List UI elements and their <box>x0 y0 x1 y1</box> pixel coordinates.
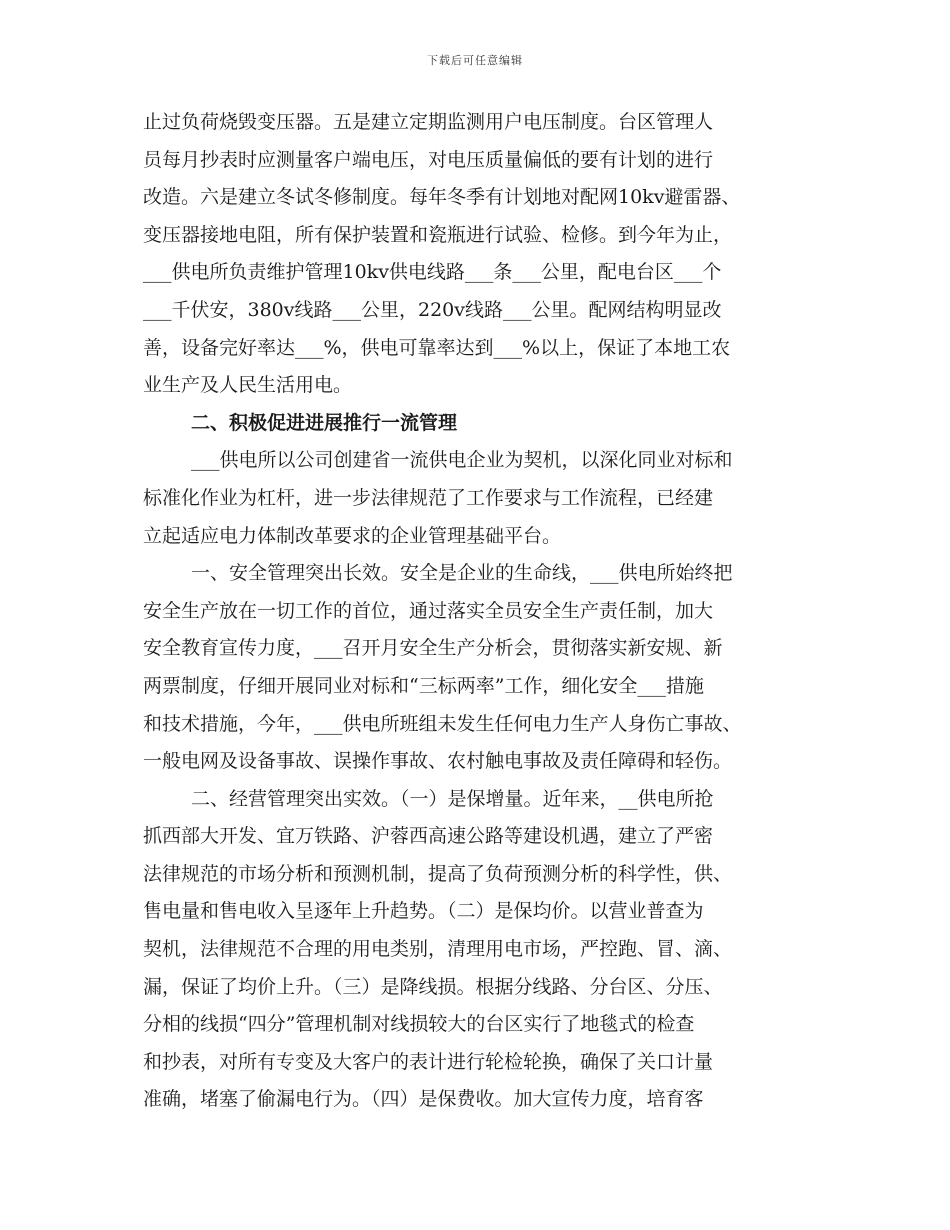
text-line: 分相的线损“四分”管理机制对线损较大的台区实行了地毯式的检查 <box>143 1013 695 1036</box>
text-line: ___供电所以公司创建省一流供电企业为契机，以深化同业对标和 <box>191 449 733 472</box>
text-line: ___千伏安，380v线路___公里，220v线路___公里。配网结构明显改 <box>143 298 722 321</box>
document-body <box>143 104 813 1119</box>
text-line: 立起适应电力体制改革要求的企业管理基础平台。 <box>143 524 562 547</box>
text-line: 一般电网及设备事故、误操作事故、农村触电事故及责任障碍和轻伤。 <box>143 750 733 773</box>
text-line: 安全教育宣传力度，___召开月安全生产分析会，贯彻落实新安规、新 <box>143 637 723 660</box>
text-line: 员每月抄表时应测量客户端电压，对电压质量偏低的要有计划的进行 <box>143 148 714 171</box>
text-line: 抓西部大开发、宜万铁路、沪蓉西高速公路等建设机遇，建立了严密 <box>143 825 714 848</box>
text-line: 善，设备完好率达___%，供电可靠率达到___%以上，保证了本地工农 <box>143 336 731 359</box>
text-line: 业生产及人民生活用电。 <box>143 374 353 397</box>
page-header: 下载后可任意编辑 <box>427 54 523 67</box>
text-line: 二、经营管理突出实效。（一）是保增量。近年来，__供电所抢 <box>191 787 714 810</box>
text-line: ___供电所负责维护管理10kv供电线路___条___公里，配电台区___个 <box>143 261 722 284</box>
text-line: 和抄表，对所有专变及大客户的表计进行轮检轮换，确保了关口计量 <box>143 1050 714 1073</box>
text-line: 改造。六是建立冬试冬修制度。每年冬季有计划地对配网10kv避雷器、 <box>143 186 741 209</box>
text-line: 和技术措施，今年，___供电所班组未发生任何电力生产人身伤亡事故、 <box>143 712 742 735</box>
text-line: 一、安全管理突出长效。安全是企业的生命线，___供电所始终把 <box>191 562 733 585</box>
text-line: 契机，法律规范不合理的用电类别，清理用电市场，严控跑、冒、滴、 <box>143 938 733 961</box>
text-line: 安全生产放在一切工作的首位，通过落实全员安全生产责任制，加大 <box>143 599 714 622</box>
text-line: 变压器接地电阻，所有保护装置和瓷瓶进行试验、检修。到今年为止， <box>143 223 733 246</box>
text-line: 止过负荷烧毁变压器。五是建立定期监测用户电压制度。台区管理人 <box>143 111 714 133</box>
text-line: 准确，堵塞了偷漏电行为。（四）是保费收。加大宣传力度，培育客 <box>143 1088 704 1111</box>
section-heading: 二、积极促进进展推行一流管理 <box>191 411 458 434</box>
text-line: 两票制度，仔细开展同业对标和“三标两率”工作，细化安全___措施 <box>143 674 704 697</box>
text-line: 标准化作业为杠杆，进一步法律规范了工作要求与工作流程，已经建 <box>143 486 714 509</box>
text-line: 漏，保证了均价上升。（三）是降线损。根据分线路、分台区、分压、 <box>143 975 723 998</box>
text-line: 法律规范的市场分析和预测机制，提高了负荷预测分析的科学性，供、 <box>143 862 733 885</box>
text-line: 售电量和售电收入呈逐年上升趋势。（二）是保均价。以营业普查为 <box>143 900 704 923</box>
